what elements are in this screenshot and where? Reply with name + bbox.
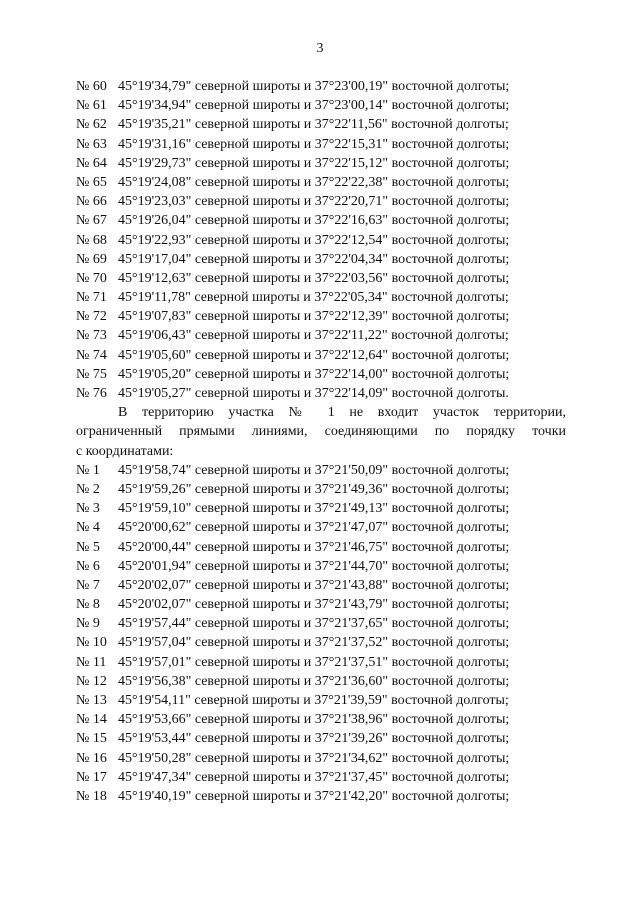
point-coordinates: 45°19'59,26" северной широты и 37°21'49,36" восточной долготы; — [118, 481, 510, 497]
point-coordinates: 45°19'05,20" северной широты и 37°22'14,00" восточной долготы; — [118, 366, 510, 382]
page-number: 3 — [316, 41, 324, 56]
point-coordinates: 45°19'12,63" северной широты и 37°22'03,56" восточной долготы; — [118, 270, 510, 286]
point-coordinates: 45°20'01,94" северной широты и 37°21'44,70" восточной долготы; — [118, 558, 510, 574]
point-coordinates: 45°19'17,04" северной широты и 37°22'04,34" восточной долготы; — [118, 251, 510, 267]
point-number: № 14 — [76, 712, 107, 728]
exclusion-paragraph — [76, 403, 566, 461]
point-number: № 69 — [76, 251, 107, 267]
point-coordinates: 45°19'26,04" северной широты и 37°22'16,63" восточной долготы; — [118, 213, 510, 229]
point-number: № 15 — [76, 731, 107, 747]
point-number: № 2 — [76, 481, 100, 497]
point-coordinates: 45°19'47,34" северной широты и 37°21'37,45" восточной долготы; — [118, 769, 510, 785]
coordinate-row — [76, 538, 566, 557]
coordinate-row — [76, 729, 566, 748]
coordinate-row — [76, 518, 566, 537]
point-coordinates: 45°20'00,62" северной широты и 37°21'47,07" восточной долготы; — [118, 520, 510, 536]
point-number: № 4 — [76, 520, 100, 536]
point-number: № 60 — [76, 79, 107, 94]
coordinate-row — [76, 633, 566, 652]
coordinate-row — [76, 154, 566, 173]
point-coordinates: 45°19'57,01" северной широты и 37°21'37,51" восточной долготы; — [118, 654, 510, 670]
coordinate-row — [76, 135, 566, 154]
coordinate-row — [76, 96, 566, 115]
coordinate-row — [76, 749, 566, 768]
point-coordinates: 45°19'34,79" северной широты и 37°23'00,19" восточной долготы; — [118, 79, 510, 94]
paragraph-line-3: с координатами: — [76, 443, 174, 459]
point-number: № 64 — [76, 155, 107, 171]
coordinate-row — [76, 231, 566, 250]
point-number: № 66 — [76, 194, 107, 210]
coordinate-list-inner — [76, 461, 566, 806]
coordinate-row — [76, 307, 566, 326]
coordinate-row — [76, 115, 566, 134]
point-coordinates: 45°19'11,78" северной широты и 37°22'05,34" восточной долготы; — [118, 290, 509, 306]
point-number: № 12 — [76, 673, 107, 689]
point-number: № 68 — [76, 232, 107, 248]
coordinate-row — [76, 576, 566, 595]
coordinate-row — [76, 768, 566, 787]
point-coordinates: 45°19'50,28" северной широты и 37°21'34,62" восточной долготы; — [118, 750, 510, 766]
point-number: № 72 — [76, 309, 107, 325]
point-coordinates: 45°19'07,83" северной широты и 37°22'12,39" восточной долготы; — [118, 309, 510, 325]
point-number: № 9 — [76, 616, 100, 632]
point-coordinates: 45°19'35,21" северной широты и 37°22'11,56" восточной долготы; — [118, 117, 509, 133]
coordinate-row — [76, 480, 566, 499]
point-coordinates: 45°19'06,43" северной широты и 37°22'11,22" восточной долготы; — [118, 328, 509, 344]
point-number: № 1 — [76, 462, 100, 478]
coordinate-row — [76, 653, 566, 672]
coordinate-row — [76, 250, 566, 269]
point-coordinates: 45°19'05,27" северной широты и 37°22'14,09" восточной долготы. — [118, 386, 509, 401]
point-coordinates: 45°19'58,74" северной широты и 37°21'50,09" восточной долготы; — [118, 462, 510, 478]
paragraph-line-2: ограниченный прямыми линиями, соединяющими по порядку точки — [76, 424, 566, 440]
coordinate-row — [76, 269, 566, 288]
point-number: № 67 — [76, 213, 107, 229]
point-coordinates: 45°19'34,94" северной широты и 37°23'00,14" восточной долготы; — [118, 98, 510, 114]
coordinate-row — [76, 192, 566, 211]
coordinate-row — [76, 77, 566, 96]
point-coordinates: 45°19'23,03" северной широты и 37°22'20,71" восточной долготы; — [118, 194, 510, 210]
point-coordinates: 45°19'31,16" северной широты и 37°22'15,31" восточной долготы; — [118, 136, 510, 152]
point-coordinates: 45°20'00,44" северной широты и 37°21'46,75" восточной долготы; — [118, 539, 510, 555]
coordinate-row — [76, 346, 566, 365]
coordinate-row — [76, 710, 566, 729]
point-coordinates: 45°19'22,93" северной широты и 37°22'12,54" восточной долготы; — [118, 232, 510, 248]
point-coordinates: 45°19'53,66" северной широты и 37°21'38,96" восточной долготы; — [118, 712, 510, 728]
point-number: № 70 — [76, 270, 107, 286]
coordinate-row — [76, 384, 566, 403]
coordinate-row — [76, 557, 566, 576]
point-number: № 7 — [76, 577, 100, 593]
point-coordinates: 45°20'02,07" северной широты и 37°21'43,79" восточной долготы; — [118, 597, 510, 613]
point-coordinates: 45°19'05,60" северной широты и 37°22'12,64" восточной долготы; — [118, 347, 510, 363]
point-coordinates: 45°19'57,44" северной широты и 37°21'37,65" восточной долготы; — [118, 616, 510, 632]
coordinate-row — [76, 691, 566, 710]
point-number: № 65 — [76, 174, 107, 190]
point-number: № 61 — [76, 98, 107, 114]
coordinate-row — [76, 614, 566, 633]
point-number: № 8 — [76, 597, 100, 613]
point-number: № 13 — [76, 693, 107, 709]
point-number: № 6 — [76, 558, 100, 574]
coordinate-row — [76, 787, 566, 806]
point-number: № 76 — [76, 386, 107, 401]
coordinate-row — [76, 211, 566, 230]
coordinate-row — [76, 173, 566, 192]
point-coordinates: 45°20'02,07" северной широты и 37°21'43,88" восточной долготы; — [118, 577, 510, 593]
coordinate-row — [76, 595, 566, 614]
point-number: № 18 — [76, 788, 107, 804]
point-number: № 74 — [76, 347, 107, 363]
point-coordinates: 45°19'53,44" северной широты и 37°21'39,26" восточной долготы; — [118, 731, 510, 747]
point-number: № 75 — [76, 366, 107, 382]
point-coordinates: 45°19'24,08" северной широты и 37°22'22,38" восточной долготы; — [118, 174, 510, 190]
coordinate-row — [76, 326, 566, 345]
coordinate-list-outer — [76, 77, 566, 403]
point-number: № 63 — [76, 136, 107, 152]
point-number: № 71 — [76, 290, 107, 306]
point-number: № 11 — [76, 654, 107, 670]
point-coordinates: 45°19'59,10" северной широты и 37°21'49,13" восточной долготы; — [118, 501, 510, 517]
point-number: № 62 — [76, 117, 107, 133]
point-number: № 17 — [76, 769, 107, 785]
point-number: № 16 — [76, 750, 107, 766]
point-coordinates: 45°19'29,73" северной широты и 37°22'15,12" восточной долготы; — [118, 155, 510, 171]
coordinate-row — [76, 288, 566, 307]
point-number: № 73 — [76, 328, 107, 344]
document-body — [76, 77, 566, 806]
coordinate-row — [76, 499, 566, 518]
paragraph-line-1: В территорию участка № 1 не входит участок территории, — [118, 405, 566, 421]
point-coordinates: 45°19'40,19" северной широты и 37°21'42,20" восточной долготы; — [118, 788, 510, 804]
coordinate-row — [76, 672, 566, 691]
point-number: № 5 — [76, 539, 100, 555]
point-coordinates: 45°19'56,38" северной широты и 37°21'36,60" восточной долготы; — [118, 673, 510, 689]
coordinate-row — [76, 461, 566, 480]
coordinate-row — [76, 365, 566, 384]
point-coordinates: 45°19'57,04" северной широты и 37°21'37,52" восточной долготы; — [118, 635, 510, 651]
point-number: № 10 — [76, 635, 107, 651]
point-number: № 3 — [76, 501, 100, 517]
point-coordinates: 45°19'54,11" северной широты и 37°21'39,59" восточной долготы; — [118, 693, 509, 709]
